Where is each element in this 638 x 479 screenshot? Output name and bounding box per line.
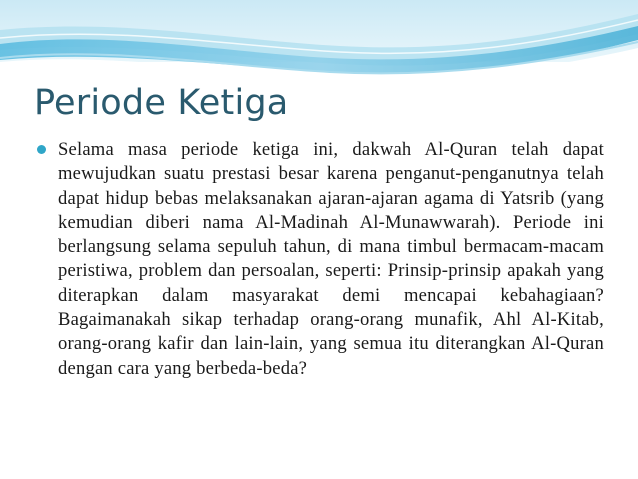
slide-title: Periode Ketiga — [34, 83, 289, 123]
bullet-list — [34, 138, 604, 381]
bullet-dot-icon — [37, 145, 46, 154]
bullet-text: Selama masa periode ketiga ini, dakwah Al-Quran telah dapat mewujudkan suatu prestasi besar karena penganut-penganutnya telah dapat hidup bebas melaksanakan ajaran-ajaran agama di Yatsrib (yang kemudian diberi nama Al-Madinah Al-Munawwarah). Periode ini berlangsung selama sepuluh tahun, di mana timbul bermacam-macam peristiwa, problem dan persoalan, seperti: Prinsip-prinsip apakah yang diterapkan dalam masyarakat demi mencapai kebahagiaan? Bagaimanakah sikap terhadap orang-orang munafik, Ahl Al-Kitab, orang-orang kafir dan lain-lain, yang semua itu diterangkan Al-Quran dengan cara yang berbeda-beda? — [58, 139, 604, 379]
wave-header-decoration — [0, 0, 638, 80]
bullet-item — [34, 138, 604, 381]
